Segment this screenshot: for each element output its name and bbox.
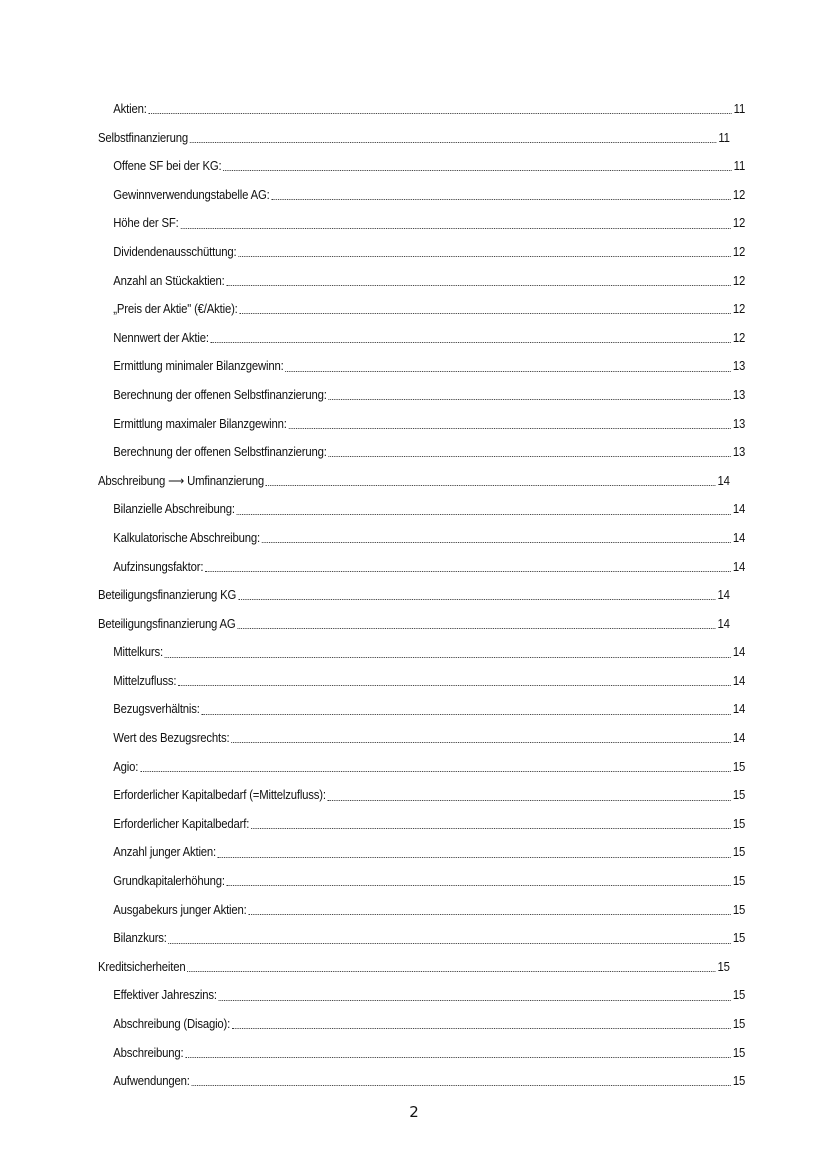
toc-entry[interactable] xyxy=(98,667,745,696)
toc-dot-leader xyxy=(239,312,731,314)
toc-entry[interactable] xyxy=(98,1039,745,1068)
toc-entry-page: 13 xyxy=(732,416,746,431)
toc-entry-page: 15 xyxy=(732,1017,746,1031)
toc-entry-page: 11 xyxy=(733,102,746,116)
toc-dot-leader xyxy=(165,656,731,658)
toc-entry-title: Agio: xyxy=(113,759,139,774)
toc-entry-title: Aktien: xyxy=(113,102,147,116)
toc-entry[interactable] xyxy=(98,610,730,639)
toc-dot-leader xyxy=(140,770,731,772)
toc-entry[interactable] xyxy=(98,152,745,181)
toc-dot-leader xyxy=(227,884,731,886)
toc-dot-leader xyxy=(329,455,732,457)
toc-entry-page: 15 xyxy=(732,1074,746,1089)
toc-dot-leader xyxy=(328,799,731,801)
page-number: 2 xyxy=(409,1103,419,1121)
toc-dot-leader xyxy=(232,1027,731,1029)
toc-entry[interactable] xyxy=(98,810,745,839)
toc-entry[interactable] xyxy=(98,524,745,553)
toc-entry-title: Berechnung der offenen Selbstfinanzierung: xyxy=(113,445,327,460)
toc-entry-page: 12 xyxy=(732,187,746,202)
toc-entry-page: 12 xyxy=(732,273,746,288)
toc-entry[interactable] xyxy=(98,352,745,381)
toc-entry-title: Bilanzielle Abschreibung: xyxy=(113,502,235,517)
toc-dot-leader xyxy=(289,427,732,429)
toc-entry-title: Nennwert der Aktie: xyxy=(113,330,209,345)
toc-entry[interactable] xyxy=(98,638,745,667)
toc-entry[interactable] xyxy=(98,896,745,925)
toc-dot-leader xyxy=(178,684,731,686)
toc-entry-title: Wert des Bezugsrechts: xyxy=(113,731,230,746)
toc-entry-title: Erforderlicher Kapitalbedarf: xyxy=(113,816,250,831)
toc-entry[interactable] xyxy=(98,95,745,124)
toc-entry[interactable] xyxy=(98,581,730,610)
toc-entry[interactable] xyxy=(98,1010,745,1039)
toc-entry-title: Mittelzufluss: xyxy=(113,673,177,688)
toc-entry-page: 15 xyxy=(732,816,746,831)
toc-entry-page: 14 xyxy=(732,731,746,746)
toc-entry[interactable] xyxy=(98,410,745,439)
toc-dot-leader xyxy=(262,541,731,543)
toc-entry-title: Dividendenausschüttung: xyxy=(113,244,237,259)
toc-dot-leader xyxy=(285,370,731,372)
table-of-contents xyxy=(98,95,746,1096)
toc-entry[interactable] xyxy=(98,467,730,496)
toc-entry[interactable] xyxy=(98,324,745,353)
toc-entry-title: Anzahl an Stückaktien: xyxy=(113,273,225,288)
toc-entry-page: 14 xyxy=(732,702,746,717)
toc-entry-page: 14 xyxy=(732,530,746,545)
toc-dot-leader xyxy=(237,627,715,629)
toc-entry-title: Höhe der SF: xyxy=(113,216,179,231)
toc-entry-title: Aufwendungen: xyxy=(113,1074,190,1089)
toc-entry-page: 12 xyxy=(732,244,746,259)
toc-entry-page: 14 xyxy=(732,645,746,660)
toc-dot-leader xyxy=(180,227,731,229)
toc-dot-leader xyxy=(202,713,732,715)
toc-entry-title: Selbstfinanzierung xyxy=(98,130,189,145)
toc-entry-page: 14 xyxy=(732,673,746,688)
toc-entry-title: Berechnung der offenen Selbstfinanzierung: xyxy=(113,387,327,402)
toc-dot-leader xyxy=(148,112,731,114)
toc-dot-leader xyxy=(231,741,731,743)
toc-entry-title: Grundkapitalerhöhung: xyxy=(113,874,225,889)
toc-entry[interactable] xyxy=(98,953,730,982)
toc-dot-leader xyxy=(190,141,717,143)
toc-entry-title: Offene SF bei der KG: xyxy=(113,159,222,174)
toc-entry-page: 15 xyxy=(732,902,746,917)
toc-entry-page: 15 xyxy=(732,1045,746,1060)
toc-dot-leader xyxy=(185,1056,731,1058)
toc-entry-page: 14 xyxy=(717,616,730,631)
toc-entry-page: 14 xyxy=(717,588,730,603)
toc-dot-leader xyxy=(251,827,731,829)
toc-entry-title: Mittelkurs: xyxy=(113,645,163,660)
toc-entry[interactable] xyxy=(98,724,745,753)
toc-entry-title: „Preis der Aktie" (€/Aktie): xyxy=(113,302,238,317)
toc-dot-leader xyxy=(205,570,731,572)
toc-entry[interactable] xyxy=(98,838,745,867)
toc-entry-title: Ausgabekurs junger Aktien: xyxy=(113,902,247,917)
toc-entry-title: Ermittlung maximaler Bilanzgewinn: xyxy=(113,416,287,431)
toc-entry[interactable] xyxy=(98,124,730,153)
toc-dot-leader xyxy=(187,970,715,972)
toc-entry-page: 15 xyxy=(732,788,746,803)
toc-entry[interactable] xyxy=(98,924,745,953)
toc-entry-title: Abschreibung: xyxy=(113,1045,184,1060)
toc-entry-page: 15 xyxy=(732,874,746,889)
toc-entry[interactable] xyxy=(98,495,745,524)
toc-entry-title: Ermittlung minimaler Bilanzgewinn: xyxy=(113,359,284,374)
toc-entry-page: 15 xyxy=(717,959,730,974)
toc-dot-leader xyxy=(218,856,731,858)
toc-entry-page: 15 xyxy=(732,931,746,946)
toc-entry-title: Kreditsicherheiten xyxy=(98,959,186,974)
toc-dot-leader xyxy=(192,1084,732,1086)
toc-entry[interactable] xyxy=(98,781,745,810)
toc-entry-title: Abschreibung (Disagio): xyxy=(113,1017,231,1031)
toc-entry-title: Beteiligungsfinanzierung KG xyxy=(98,588,237,603)
toc-dot-leader xyxy=(237,513,731,515)
toc-entry-title: Kalkulatorische Abschreibung: xyxy=(113,530,260,545)
toc-entry-title: Abschreibung ⟶ Umfinanzierung xyxy=(98,473,265,488)
toc-entry-page: 11 xyxy=(733,159,746,174)
toc-dot-leader xyxy=(211,341,731,343)
toc-entry-page: 12 xyxy=(732,302,746,317)
toc-entry-title: Beteiligungsfinanzierung AG xyxy=(98,616,236,631)
toc-entry-page: 14 xyxy=(717,473,730,488)
toc-entry-title: Effektiver Jahreszins: xyxy=(113,988,217,1003)
toc-entry-page: 14 xyxy=(732,502,746,517)
toc-entry-page: 13 xyxy=(732,387,746,402)
toc-entry[interactable] xyxy=(98,553,745,582)
toc-dot-leader xyxy=(329,398,732,400)
toc-entry[interactable] xyxy=(98,295,745,324)
toc-entry[interactable] xyxy=(98,695,745,724)
toc-entry[interactable] xyxy=(98,267,745,296)
toc-entry[interactable] xyxy=(98,753,745,782)
toc-dot-leader xyxy=(238,598,716,600)
toc-entry-page: 14 xyxy=(732,559,746,574)
toc-entry-page: 12 xyxy=(732,216,746,231)
toc-entry-page: 12 xyxy=(732,330,746,345)
toc-entry-title: Gewinnverwendungstabelle AG: xyxy=(113,187,270,202)
toc-dot-leader xyxy=(238,255,731,257)
toc-entry-page: 13 xyxy=(732,445,746,460)
toc-entry-page: 11 xyxy=(718,130,730,145)
toc-entry[interactable] xyxy=(98,981,745,1010)
toc-dot-leader xyxy=(266,484,716,486)
toc-entry[interactable] xyxy=(98,181,745,210)
toc-entry-page: 15 xyxy=(732,759,746,774)
toc-entry[interactable] xyxy=(98,1067,745,1096)
toc-entry[interactable] xyxy=(98,867,745,896)
toc-dot-leader xyxy=(248,913,731,915)
toc-entry-page: 13 xyxy=(732,359,746,374)
toc-entry-title: Anzahl junger Aktien: xyxy=(113,845,217,860)
toc-entry-title: Bezugsverhältnis: xyxy=(113,702,200,717)
toc-dot-leader xyxy=(169,942,731,944)
toc-entry[interactable] xyxy=(98,238,745,267)
toc-entry-page: 15 xyxy=(732,845,746,860)
toc-entry-title: Aufzinsungsfaktor: xyxy=(113,559,204,574)
toc-dot-leader xyxy=(223,169,732,171)
toc-dot-leader xyxy=(226,284,731,286)
toc-entry[interactable] xyxy=(98,438,745,467)
toc-entry[interactable] xyxy=(98,381,745,410)
toc-dot-leader xyxy=(271,198,731,200)
toc-entry-title: Erforderlicher Kapitalbedarf (=Mittelzufluss): xyxy=(113,788,326,803)
toc-entry-title: Bilanzkurs: xyxy=(113,931,167,946)
toc-entry[interactable] xyxy=(98,209,745,238)
toc-dot-leader xyxy=(219,999,731,1001)
toc-entry-page: 15 xyxy=(732,988,746,1003)
